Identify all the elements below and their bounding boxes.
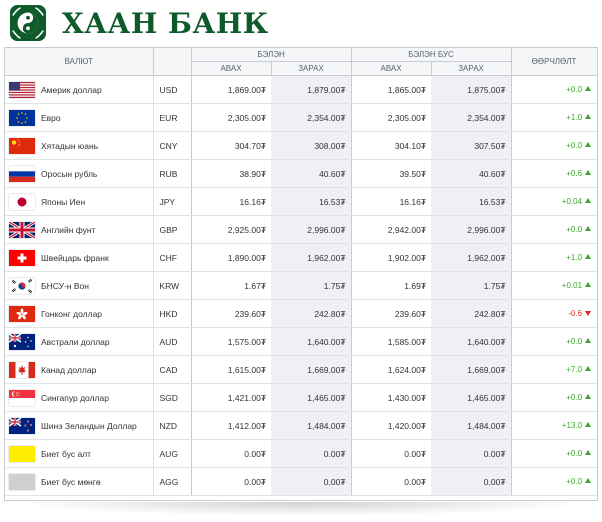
rate-change: +0.04 bbox=[561, 197, 583, 206]
arrow-up-icon bbox=[585, 114, 591, 119]
currency-row bbox=[5, 76, 597, 104]
currency-name: Оросын рубль bbox=[41, 160, 153, 188]
flag-cell bbox=[5, 76, 41, 104]
flag-cell bbox=[5, 160, 41, 188]
noncash-buy-rate: 2,942.00₮ bbox=[351, 216, 431, 244]
flag-cell bbox=[5, 440, 41, 468]
currency-row bbox=[5, 104, 597, 132]
header-cash[interactable]: БЭЛЭН bbox=[191, 48, 351, 62]
currency-row bbox=[5, 356, 597, 384]
rate-change: +0.0 bbox=[566, 393, 583, 402]
rate-change-cell bbox=[511, 272, 597, 300]
noncash-sell-rate: 16.53₮ bbox=[431, 188, 511, 216]
noncash-sell-rate: 1,465.00₮ bbox=[431, 384, 511, 412]
flag-cell bbox=[5, 328, 41, 356]
flag-cn-icon bbox=[9, 138, 35, 154]
noncash-sell-rate: 2,996.00₮ bbox=[431, 216, 511, 244]
currency-row bbox=[5, 412, 597, 440]
currency-name: Гонконг доллар bbox=[41, 300, 153, 328]
bank-name: ХААН БАНК bbox=[62, 7, 269, 40]
header-code bbox=[153, 48, 191, 76]
currency-row bbox=[5, 188, 597, 216]
flag-cell bbox=[5, 188, 41, 216]
arrow-up-icon bbox=[585, 422, 591, 427]
noncash-buy-rate: 1,420.00₮ bbox=[351, 412, 431, 440]
arrow-up-icon bbox=[585, 86, 591, 91]
arrow-up-icon bbox=[585, 226, 591, 231]
cash-buy-rate: 1.67₮ bbox=[191, 272, 271, 300]
cash-buy-rate: 1,890.00₮ bbox=[191, 244, 271, 272]
currency-name: БНСУ-н Вон bbox=[41, 272, 153, 300]
arrow-up-icon bbox=[585, 282, 591, 287]
cash-sell-rate: 242.80₮ bbox=[271, 300, 351, 328]
header-cash-sell[interactable]: ЗАРАХ bbox=[271, 62, 351, 76]
arrow-up-icon bbox=[585, 394, 591, 399]
rate-change-cell bbox=[511, 300, 597, 328]
noncash-sell-rate: 242.80₮ bbox=[431, 300, 511, 328]
currency-code: CNY bbox=[153, 132, 191, 160]
flag-cell bbox=[5, 412, 41, 440]
currency-row bbox=[5, 244, 597, 272]
arrow-up-icon bbox=[585, 450, 591, 455]
rate-change-cell bbox=[511, 104, 597, 132]
flag-cell bbox=[5, 300, 41, 328]
rate-change-cell bbox=[511, 468, 597, 496]
rate-change: +7.0 bbox=[566, 365, 583, 374]
currency-name: Английн фунт bbox=[41, 216, 153, 244]
noncash-sell-rate: 0.00₮ bbox=[431, 468, 511, 496]
rate-change-cell bbox=[511, 412, 597, 440]
rate-change: +0.0 bbox=[566, 225, 583, 234]
header-noncash[interactable]: БЭЛЭН БУС bbox=[351, 48, 511, 62]
currency-row bbox=[5, 160, 597, 188]
noncash-sell-rate: 1,640.00₮ bbox=[431, 328, 511, 356]
cash-sell-rate: 0.00₮ bbox=[271, 440, 351, 468]
flag-cell bbox=[5, 356, 41, 384]
flag-gold-icon bbox=[9, 446, 35, 462]
header-noncash-sell[interactable]: ЗАРАХ bbox=[431, 62, 511, 76]
currency-code: NZD bbox=[153, 412, 191, 440]
header-currency[interactable]: ВАЛЮТ bbox=[5, 48, 153, 76]
currency-name: Биет бус алт bbox=[41, 440, 153, 468]
currency-code: HKD bbox=[153, 300, 191, 328]
noncash-sell-rate: 1,875.00₮ bbox=[431, 76, 511, 104]
flag-eu-icon bbox=[9, 110, 35, 126]
currency-code: JPY bbox=[153, 188, 191, 216]
flag-cell bbox=[5, 104, 41, 132]
rate-change: +0.0 bbox=[566, 477, 583, 486]
cash-sell-rate: 40.60₮ bbox=[271, 160, 351, 188]
arrow-up-icon bbox=[585, 478, 591, 483]
currency-name: Евро bbox=[41, 104, 153, 132]
cash-buy-rate: 0.00₮ bbox=[191, 468, 271, 496]
rate-change-cell bbox=[511, 160, 597, 188]
currency-code: RUB bbox=[153, 160, 191, 188]
rate-change: -0.6 bbox=[568, 309, 583, 318]
rate-change-cell bbox=[511, 440, 597, 468]
cash-buy-rate: 2,305.00₮ bbox=[191, 104, 271, 132]
flag-cell bbox=[5, 216, 41, 244]
currency-code: GBP bbox=[153, 216, 191, 244]
currency-name: Хятадын юань bbox=[41, 132, 153, 160]
noncash-sell-rate: 0.00₮ bbox=[431, 440, 511, 468]
noncash-buy-rate: 1,624.00₮ bbox=[351, 356, 431, 384]
arrow-up-icon bbox=[585, 338, 591, 343]
arrow-up-icon bbox=[585, 142, 591, 147]
cash-sell-rate: 16.53₮ bbox=[271, 188, 351, 216]
noncash-sell-rate: 1,962.00₮ bbox=[431, 244, 511, 272]
currency-row bbox=[5, 216, 597, 244]
noncash-sell-rate: 1,484.00₮ bbox=[431, 412, 511, 440]
currency-row bbox=[5, 132, 597, 160]
currency-row bbox=[5, 272, 597, 300]
cash-buy-rate: 1,412.00₮ bbox=[191, 412, 271, 440]
rate-change: +0.0 bbox=[566, 337, 583, 346]
flag-silver-icon bbox=[9, 474, 35, 490]
rate-change: +0.0 bbox=[566, 85, 583, 94]
noncash-sell-rate: 2,354.00₮ bbox=[431, 104, 511, 132]
currency-code: AUD bbox=[153, 328, 191, 356]
arrow-up-icon bbox=[585, 254, 591, 259]
flag-jp-icon bbox=[9, 194, 35, 210]
header bbox=[0, 0, 602, 44]
flag-ch-icon bbox=[9, 250, 35, 266]
currency-name: Австрали доллар bbox=[41, 328, 153, 356]
cash-sell-rate: 0.00₮ bbox=[271, 468, 351, 496]
currency-code: CHF bbox=[153, 244, 191, 272]
noncash-buy-rate: 239.60₮ bbox=[351, 300, 431, 328]
currency-row bbox=[5, 300, 597, 328]
noncash-sell-rate: 40.60₮ bbox=[431, 160, 511, 188]
rate-change-cell bbox=[511, 328, 597, 356]
flag-ca-icon bbox=[9, 362, 35, 378]
cash-buy-rate: 1,575.00₮ bbox=[191, 328, 271, 356]
flag-cell bbox=[5, 244, 41, 272]
flag-ru-icon bbox=[9, 166, 35, 182]
noncash-buy-rate: 16.16₮ bbox=[351, 188, 431, 216]
arrow-up-icon bbox=[585, 170, 591, 175]
rate-change-cell bbox=[511, 76, 597, 104]
flag-cell bbox=[5, 272, 41, 300]
header-noncash-buy[interactable]: АВАХ bbox=[351, 62, 431, 76]
cash-buy-rate: 2,925.00₮ bbox=[191, 216, 271, 244]
cash-buy-rate: 1,869.00₮ bbox=[191, 76, 271, 104]
noncash-sell-rate: 1.75₮ bbox=[431, 272, 511, 300]
flag-sg-icon bbox=[9, 390, 35, 406]
table-shadow bbox=[10, 502, 592, 516]
rate-change: +0.0 bbox=[566, 141, 583, 150]
cash-buy-rate: 304.70₮ bbox=[191, 132, 271, 160]
arrow-down-icon bbox=[585, 311, 591, 316]
rate-change: +0.01 bbox=[561, 281, 583, 290]
cash-sell-rate: 308.00₮ bbox=[271, 132, 351, 160]
noncash-sell-rate: 1,669.00₮ bbox=[431, 356, 511, 384]
flag-us-icon bbox=[9, 82, 35, 98]
rate-change: +13.0 bbox=[561, 421, 583, 430]
rate-change: +1.0 bbox=[566, 253, 583, 262]
flag-gb-icon bbox=[9, 222, 35, 238]
cash-sell-rate: 1,669.00₮ bbox=[271, 356, 351, 384]
noncash-buy-rate: 2,305.00₮ bbox=[351, 104, 431, 132]
rate-change-cell bbox=[511, 244, 597, 272]
rate-change-cell bbox=[511, 216, 597, 244]
noncash-buy-rate: 1,585.00₮ bbox=[351, 328, 431, 356]
cash-buy-rate: 16.16₮ bbox=[191, 188, 271, 216]
cash-buy-rate: 239.60₮ bbox=[191, 300, 271, 328]
cash-sell-rate: 2,996.00₮ bbox=[271, 216, 351, 244]
cash-buy-rate: 38.90₮ bbox=[191, 160, 271, 188]
rate-change-cell bbox=[511, 188, 597, 216]
noncash-buy-rate: 1,865.00₮ bbox=[351, 76, 431, 104]
cash-sell-rate: 1,962.00₮ bbox=[271, 244, 351, 272]
currency-name: Шинэ Зеландын Доллар bbox=[41, 412, 153, 440]
currency-code: EUR bbox=[153, 104, 191, 132]
currency-name: Японы Иен bbox=[41, 188, 153, 216]
rate-change-cell bbox=[511, 384, 597, 412]
cash-sell-rate: 1,484.00₮ bbox=[271, 412, 351, 440]
noncash-buy-rate: 0.00₮ bbox=[351, 440, 431, 468]
flag-kr-icon bbox=[9, 278, 35, 294]
currency-code: USD bbox=[153, 76, 191, 104]
arrow-up-icon bbox=[585, 198, 591, 203]
rate-change-cell bbox=[511, 132, 597, 160]
noncash-buy-rate: 1,902.00₮ bbox=[351, 244, 431, 272]
flag-nz-icon bbox=[9, 418, 35, 434]
cash-buy-rate: 1,615.00₮ bbox=[191, 356, 271, 384]
flag-cell bbox=[5, 384, 41, 412]
noncash-buy-rate: 304.10₮ bbox=[351, 132, 431, 160]
currency-row bbox=[5, 384, 597, 412]
exchange-rate-table bbox=[4, 47, 598, 501]
currency-row bbox=[5, 328, 597, 356]
cash-sell-rate: 1,465.00₮ bbox=[271, 384, 351, 412]
currency-name: Швейцарь франк bbox=[41, 244, 153, 272]
cash-sell-rate: 1.75₮ bbox=[271, 272, 351, 300]
noncash-sell-rate: 307.50₮ bbox=[431, 132, 511, 160]
cash-sell-rate: 1,640.00₮ bbox=[271, 328, 351, 356]
cash-sell-rate: 1,879.00₮ bbox=[271, 76, 351, 104]
rate-change-cell bbox=[511, 356, 597, 384]
cash-sell-rate: 2,354.00₮ bbox=[271, 104, 351, 132]
cash-buy-rate: 0.00₮ bbox=[191, 440, 271, 468]
flag-cell bbox=[5, 468, 41, 496]
rate-change: +1.0 bbox=[566, 113, 583, 122]
flag-au-icon bbox=[9, 334, 35, 350]
rate-change: +0.6 bbox=[566, 169, 583, 178]
flag-cell bbox=[5, 132, 41, 160]
flag-hk-icon bbox=[9, 306, 35, 322]
currency-row bbox=[5, 440, 597, 468]
noncash-buy-rate: 1.69₮ bbox=[351, 272, 431, 300]
header-change[interactable]: ӨӨРЧЛӨЛТ bbox=[511, 48, 597, 76]
noncash-buy-rate: 39.50₮ bbox=[351, 160, 431, 188]
arrow-up-icon bbox=[585, 366, 591, 371]
currency-row bbox=[5, 468, 597, 496]
currency-code: KRW bbox=[153, 272, 191, 300]
currency-name: Биет бус мөнгө bbox=[41, 468, 153, 496]
currency-name: Америк доллар bbox=[41, 76, 153, 104]
currency-code: SGD bbox=[153, 384, 191, 412]
khan-bank-logo-icon[interactable] bbox=[9, 4, 47, 42]
rate-change: +0.0 bbox=[566, 449, 583, 458]
currency-code: AGG bbox=[153, 468, 191, 496]
noncash-buy-rate: 1,430.00₮ bbox=[351, 384, 431, 412]
currency-code: CAD bbox=[153, 356, 191, 384]
noncash-buy-rate: 0.00₮ bbox=[351, 468, 431, 496]
currency-name: Сингапур доллар bbox=[41, 384, 153, 412]
currency-name: Канад доллар bbox=[41, 356, 153, 384]
cash-buy-rate: 1,421.00₮ bbox=[191, 384, 271, 412]
header-cash-buy[interactable]: АВАХ bbox=[191, 62, 271, 76]
currency-code: AUG bbox=[153, 440, 191, 468]
